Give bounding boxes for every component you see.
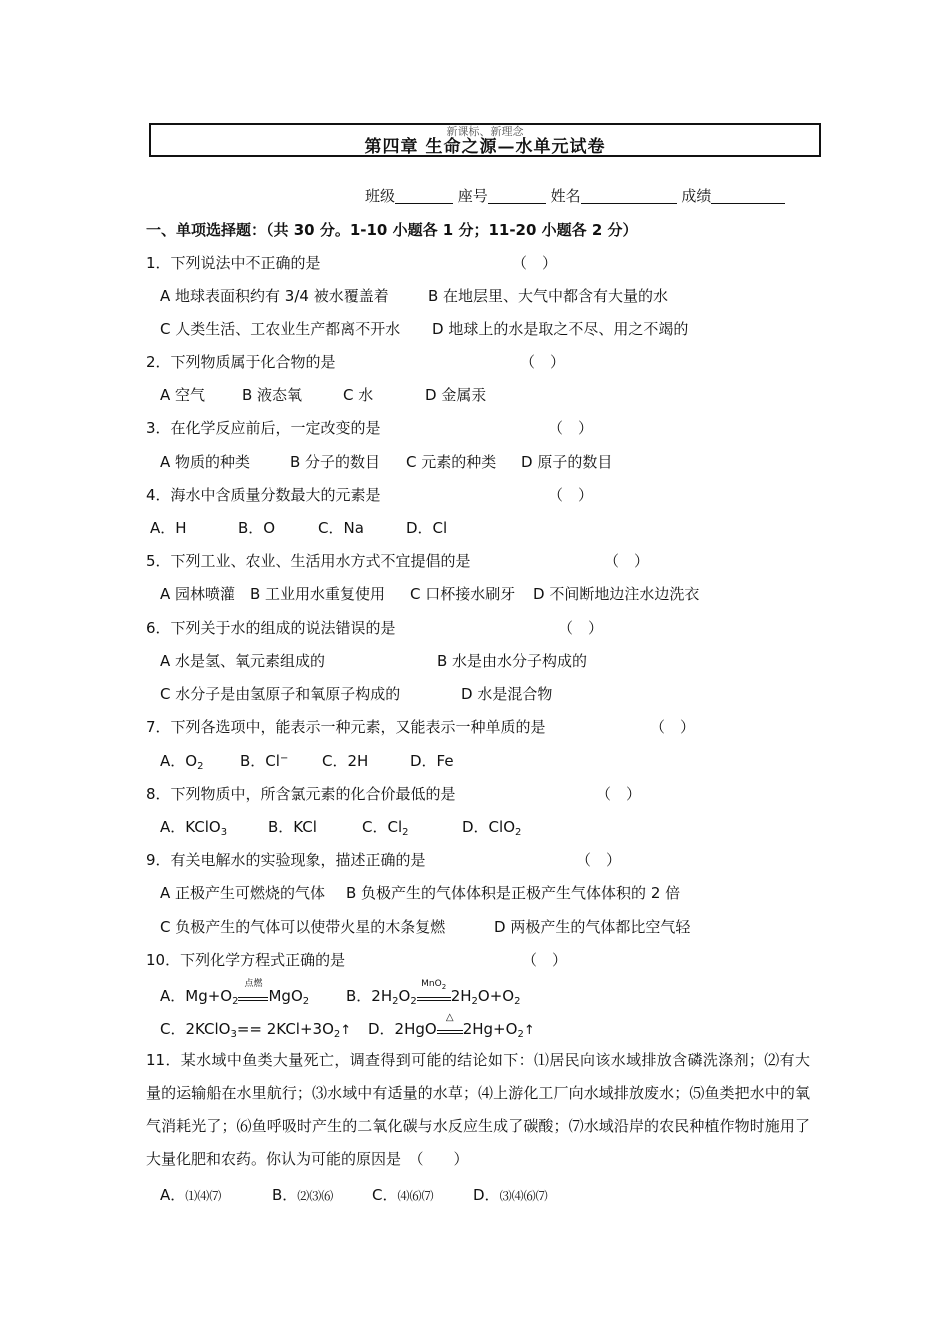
seat-label: 座号 — [457, 187, 488, 205]
q6-option-b: B 水是由水分子构成的 — [437, 652, 588, 670]
q4-option-d: D．Cl — [406, 519, 448, 537]
q5-stem: 5．下列工业、农业、生活用水方式不宜提倡的是 — [146, 552, 471, 570]
q10-option-a: A．$Mg+O_2$ 点燃 MgO$_2$ — [160, 979, 310, 1007]
q8-option-d: D．ClO$_2$ — [462, 818, 522, 838]
q6-answer-paren[interactable]: （ ） — [558, 619, 604, 637]
q11-option-a: A．⑴⑷⑺ — [160, 1186, 222, 1204]
title-watermark: 新课标、新理念 — [446, 125, 524, 138]
q2-stem: 2．下列物质属于化合物的是 — [146, 353, 336, 371]
q9-option-a: A 正极产生可燃烧的气体 — [160, 884, 326, 902]
q3-option-a: A 物质的种类 — [160, 453, 251, 471]
q9-option-b: B 负极产生的气体体积是正极产生气体体积的 2 倍 — [346, 884, 681, 902]
score-label: 成绩 — [681, 187, 712, 205]
class-blank[interactable] — [395, 187, 453, 204]
q3-option-b: B 分子的数目 — [290, 453, 381, 471]
section-heading: 一、单项选择题：（共 30 分。1-10 小题各 1 分；11-20 小题各 2 分） — [146, 221, 638, 239]
q7-option-b: B．Cl− — [240, 752, 289, 770]
title-box — [149, 123, 821, 157]
q8-option-a: A．KClO$_3$ — [160, 818, 228, 838]
q6-option-c: C 水分子是由氢原子和氧原子构成的 — [160, 685, 401, 703]
class-label: 班级 — [365, 187, 396, 205]
q10-option-d: D．2HgO △ $2Hg+O_2↑$ — [368, 1012, 535, 1040]
q7-option-d: D．Fe — [410, 752, 454, 770]
q9-answer-paren[interactable]: （ ） — [576, 851, 622, 869]
q4-answer-paren[interactable]: （ ） — [548, 486, 594, 504]
q11-option-b: B．⑵⑶⑹ — [272, 1186, 334, 1204]
q2-option-c: C 水 — [343, 386, 374, 404]
q7-stem: 7．下列各选项中，能表示一种元素，又能表示一种单质的是 — [146, 718, 546, 736]
q1-answer-paren[interactable]: （ ） — [512, 254, 558, 272]
q3-answer-paren[interactable]: （ ） — [548, 419, 594, 437]
q9-stem: 9．有关电解水的实验现象，描述正确的是 — [146, 851, 426, 869]
q8-stem: 8．下列物质中，所含氯元素的化合价最低的是 — [146, 785, 456, 803]
q11-paragraph: 11．某水域中鱼类大量死亡，调查得到可能的结论如下：⑴居民向该水域排放含磷洗涤剂；⑵有大量的运输船在水里航行；⑶水域中有适量的水草；⑷上游化工厂向水域排放废水；⑸鱼类把水中的氧气消耗光了；⑹鱼呼吸时产生的二氧化碳与水反应生成了碳酸；⑺水域沿岸的农民种植作物时施用了大量化肥和农药。你认为可能的原因是 （ ） — [146, 1051, 810, 1168]
student-info-row — [365, 186, 785, 206]
q3-stem: 3．在化学反应前后，一定改变的是 — [146, 419, 381, 437]
gas-arrow-icon: ↑ — [340, 1023, 352, 1038]
q4-stem: 4．海水中含质量分数最大的元素是 — [146, 486, 381, 504]
q4-option-b: B．O — [238, 519, 276, 537]
q3-option-d: D 原子的数目 — [521, 453, 613, 471]
q5-option-c: C 口杯接水刷牙 — [410, 585, 516, 603]
q9-option-d: D 两极产生的气体都比空气轻 — [494, 918, 691, 936]
name-blank[interactable] — [581, 187, 677, 204]
q6-option-a: A 水是氢、氧元素组成的 — [160, 652, 326, 670]
q5-option-d: D 不间断地边注水边洗衣 — [533, 585, 700, 603]
q8-option-b: B．KCl — [268, 818, 317, 836]
q2-answer-paren[interactable]: （ ） — [520, 353, 566, 371]
q5-option-b: B 工业用水重复使用 — [250, 585, 386, 603]
q2-option-b: B 液态氧 — [242, 386, 303, 404]
q11-option-d: D．⑶⑷⑹⑺ — [473, 1186, 548, 1204]
q10-option-c: C．2KClO$_3$== $2KCl+3O_2↑$ — [160, 1020, 352, 1040]
q5-option-a: A 园林喷灌 — [160, 585, 236, 603]
q4-option-c: C．Na — [318, 519, 364, 537]
q8-option-c: C．$Cl_2$ — [362, 818, 409, 838]
q6-option-d: D 水是混合物 — [461, 685, 553, 703]
gas-arrow-icon: ↑ — [523, 1023, 535, 1038]
name-label: 姓名 — [550, 187, 581, 205]
q10-option-b: B．$2H_2O_2$ MnO$_2$ $2H_2O+O_2$ — [346, 979, 521, 1007]
seat-blank[interactable] — [488, 187, 546, 204]
q2-option-d: D 金属汞 — [425, 386, 487, 404]
q1-option-b: B 在地层里、大气中都含有大量的水 — [428, 287, 669, 305]
q4-option-a: A．H — [150, 519, 187, 537]
q7-option-c: C．2H — [322, 752, 369, 770]
reaction-condition-heat: △ — [437, 1021, 463, 1034]
q7-answer-paren[interactable]: （ ） — [650, 718, 696, 736]
q1-option-d: D 地球上的水是取之不尽、用之不竭的 — [432, 320, 689, 338]
q1-option-c: C 人类生活、工农业生产都离不开水 — [160, 320, 401, 338]
q6-stem: 6．下列关于水的组成的说法错误的是 — [146, 619, 396, 637]
q10-answer-paren[interactable]: （ ） — [522, 951, 568, 969]
q3-option-c: C 元素的种类 — [406, 453, 497, 471]
page-title: 第四章 生命之源—水单元试卷 — [364, 137, 606, 157]
q9-option-c: C 负极产生的气体可以使带火星的木条复燃 — [160, 918, 446, 936]
q1-option-a: A 地球表面积约有 3/4 被水覆盖着 — [160, 287, 389, 305]
reaction-condition-ignite: 点燃 — [238, 988, 268, 1001]
q7-option-a: A．$O_2$ — [160, 752, 204, 772]
reaction-condition-catalyst: MnO$_2$ — [417, 988, 451, 1001]
q8-answer-paren[interactable]: （ ） — [596, 785, 642, 803]
score-blank[interactable] — [711, 187, 785, 204]
q11-option-c: C．⑷⑹⑺ — [372, 1186, 434, 1204]
q2-option-a: A 空气 — [160, 386, 206, 404]
q1-stem: 1．下列说法中不正确的是 — [146, 254, 321, 272]
q5-answer-paren[interactable]: （ ） — [604, 552, 650, 570]
q10-stem: 10．下列化学方程式正确的是 — [146, 951, 346, 969]
